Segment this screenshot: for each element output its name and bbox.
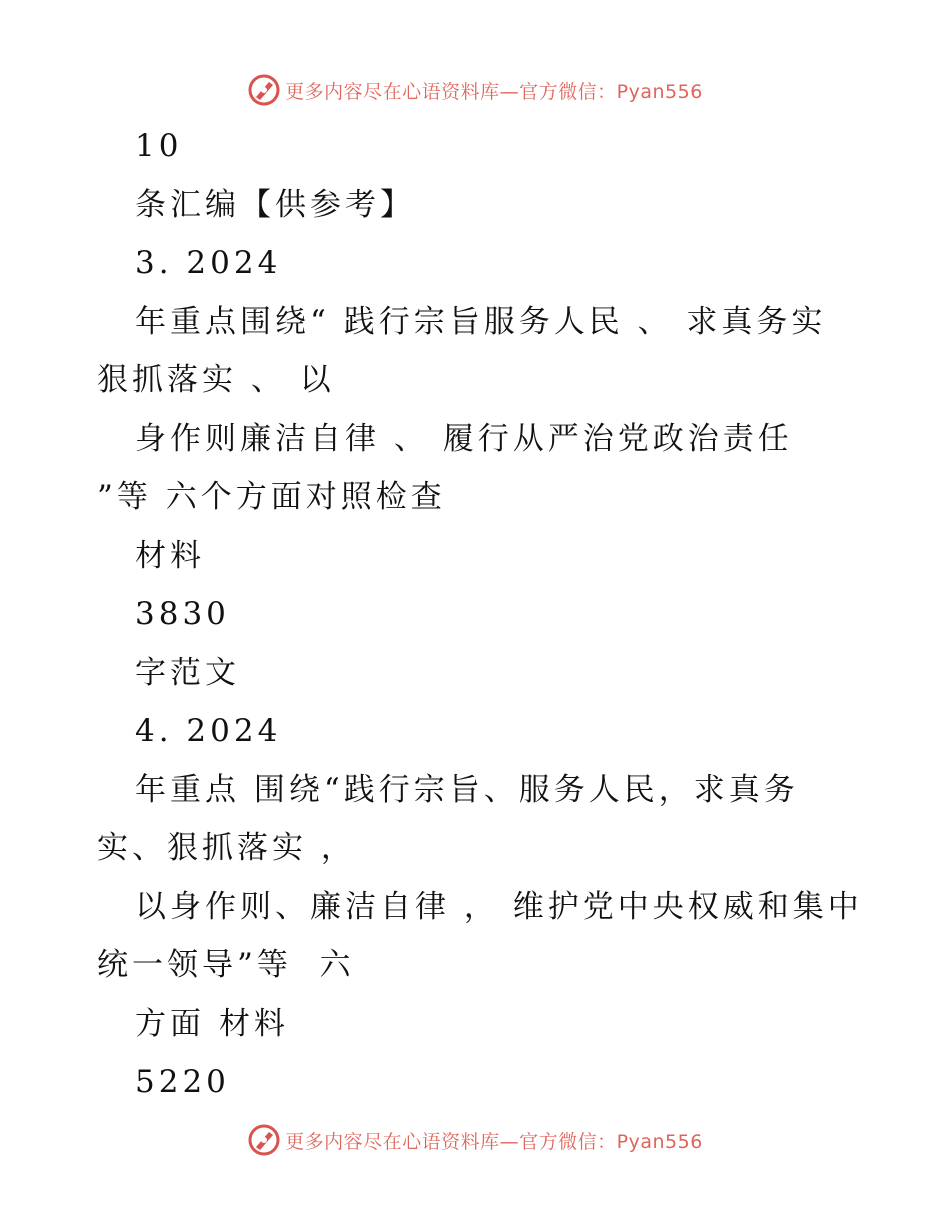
doc-line: 3. 2024 [135, 245, 282, 281]
doc-line: 狠抓落实 、 以 [97, 362, 335, 398]
doc-line: 10 [135, 128, 183, 164]
doc-line: 年重点围绕“ 践行宗旨服务人民 、 求真务实 [135, 304, 827, 340]
doc-line: ”等 六个方面对照检查 [97, 479, 446, 515]
doc-line: 统一领导”等 六 [97, 947, 355, 983]
header-watermark-banner [0, 70, 950, 110]
doc-line: 5220 [135, 1064, 230, 1100]
doc-line: 年重点 围绕“践行宗旨、服务人民，求真务 [135, 772, 799, 808]
doc-line: 条汇编【供参考】 [135, 187, 415, 223]
pen-seal-logo-icon [247, 73, 281, 107]
pen-seal-logo-icon [247, 1123, 281, 1157]
watermark-text: 更多内容尽在心语资料库—官方微信：Pyan556 [285, 80, 703, 103]
footer-watermark-banner [0, 1120, 950, 1160]
doc-line: 以身作则、廉洁自律 ， 维护党中央权威和集中 [135, 889, 863, 925]
doc-line: 字范文 [135, 655, 240, 691]
doc-line: 身作则廉洁自律 、 履行从严治党政治责任 [135, 421, 793, 457]
doc-line: 实、狠抓落实 ， [97, 830, 356, 866]
doc-line: 材料 [135, 538, 205, 574]
doc-line: 方面 材料 [135, 1006, 289, 1042]
watermark-text: 更多内容尽在心语资料库—官方微信：Pyan556 [285, 1130, 703, 1153]
doc-line: 4. 2024 [135, 713, 282, 749]
doc-line: 3830 [135, 596, 230, 632]
